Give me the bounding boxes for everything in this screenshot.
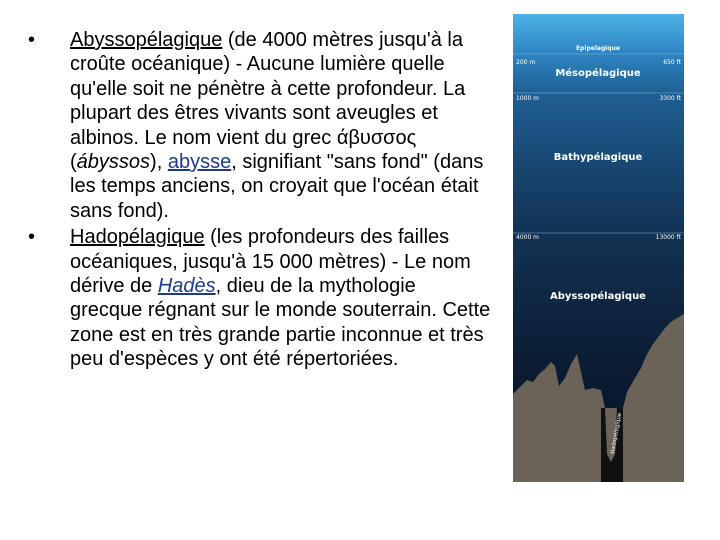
bullet-hadopelagique: [22, 225, 492, 371]
zone-hadopelagique: Hadopélagique: [610, 412, 624, 455]
term-abyssopelagique: Abyssopélagique: [70, 29, 223, 51]
paren: ),: [150, 151, 168, 174]
depth-1000-ft: 3300 ft: [659, 95, 681, 102]
link-hades[interactable]: Hadès: [157, 275, 216, 298]
greek-word: άβυσσος: [336, 126, 417, 149]
bullet-list: [22, 28, 492, 372]
text: , signifiant "sans fond" (dans les temps anciens, on croyait que l'océan était sans fond).: [70, 151, 484, 222]
zone-abyssopelagique: Abyssopélagique: [550, 291, 646, 302]
transliteration: ábyssos: [76, 151, 151, 174]
zone-mesopelagique: Mésopélagique: [555, 68, 641, 79]
ocean-zones-figure: [513, 14, 684, 482]
ocean-zones-svg: [513, 14, 684, 482]
text: (de 4000 mètres jusqu'à la croûte océanique) - Aucune lumière quelle qu'elle soit ne pénètre à cette profondeur. La plupart des êtres vivants sont aveugles et albinos. Le nom vient du grec: [70, 29, 466, 149]
paren: (: [70, 151, 77, 174]
text: , dieu de la mythologie grecque régnant sur le monde souterrain. Cette zone est en très grande partie inconnue et très peu d'espèces y ont été répertoriées.: [70, 275, 491, 371]
zone-epipelagique: Epipelagique: [576, 45, 620, 52]
zone-bathypelagique: Bathypélagique: [553, 152, 643, 163]
text-column: [22, 28, 492, 374]
bullet-dot: •: [28, 29, 36, 51]
depth-4000-m: 4000 m: [516, 234, 540, 241]
text: (les profondeurs des failles océaniques, jusqu'à 15 000 mètres) - Le nom dérive de: [70, 226, 471, 298]
depth-4000-ft: 13000 ft: [655, 234, 681, 241]
term-hadopelagique: Hadopélagique: [70, 226, 205, 249]
bullet-abyssopelagique: [22, 28, 492, 223]
depth-1000-m: 1000 m: [516, 95, 540, 102]
depth-200-ft: 650 ft: [663, 59, 681, 66]
bullet-dot: •: [28, 226, 36, 249]
link-abysse[interactable]: abysse: [167, 151, 232, 174]
depth-200-m: 200 m: [516, 59, 536, 66]
